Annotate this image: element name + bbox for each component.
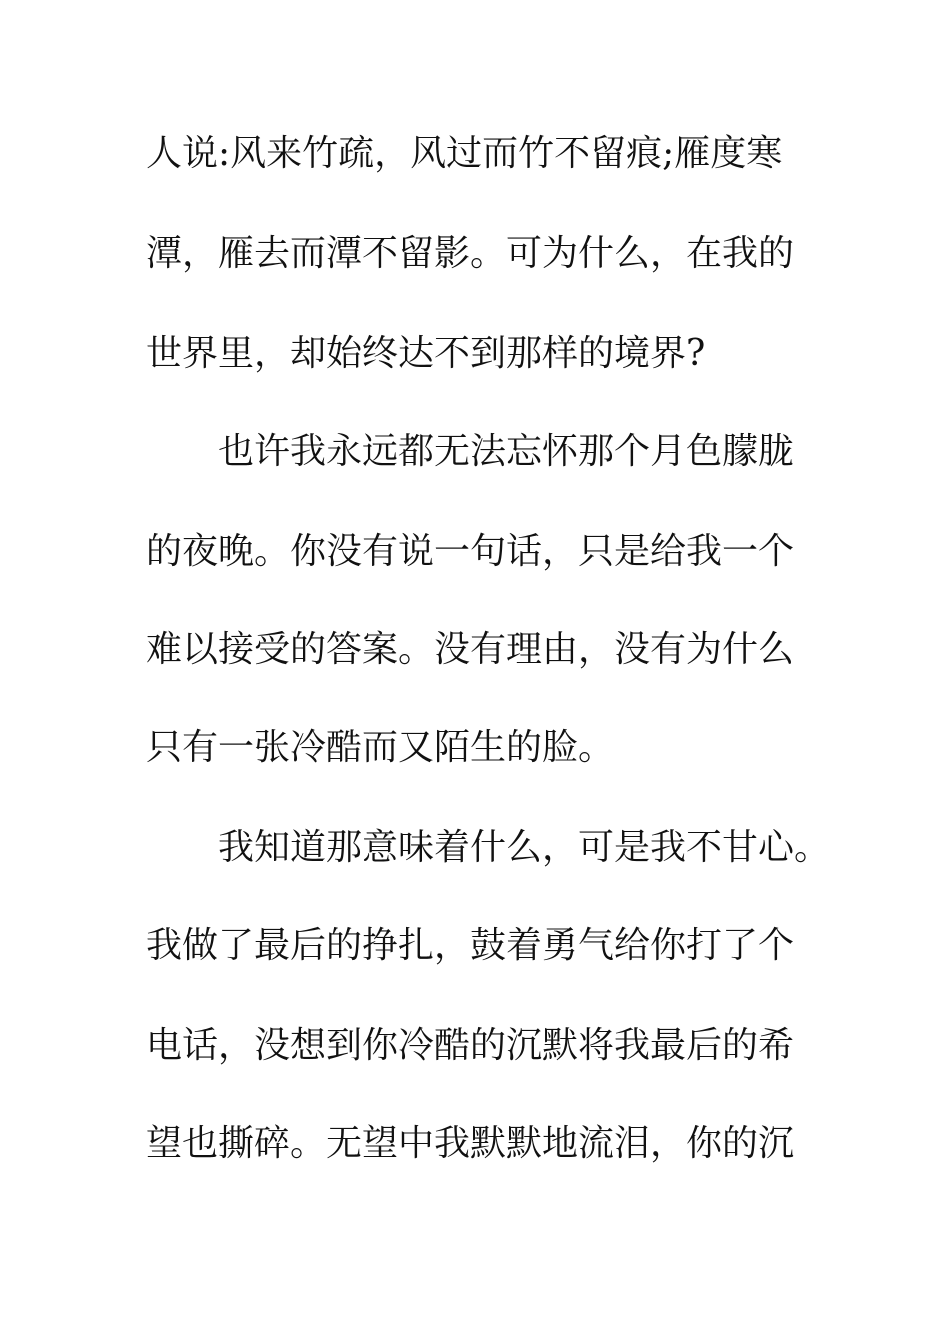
text-line-9: 我做了最后的挣扎，鼓着勇气给你打了个 [146,925,795,966]
text-line-5: 的夜晚。你没有说一句话，只是给我一个 [146,531,795,572]
text-line-4: 也许我永远都无法忘怀那个月色朦胧 [218,431,795,472]
text-line-11: 望也撕碎。无望中我默默地流泪，你的沉 [146,1123,795,1164]
text-line-1: 人说:风来竹疏，风过而竹不留痕;雁度寒 [146,133,783,174]
text-line-6: 难以接受的答案。没有理由，没有为什么 [146,629,795,670]
text-line-3: 世界里，却始终达不到那样的境界? [146,333,706,374]
text-line-7: 只有一张冷酷而又陌生的脸。 [146,727,615,768]
text-line-10: 电话，没想到你冷酷的沉默将我最后的希 [146,1025,795,1066]
text-line-2: 潭，雁去而潭不留影。可为什么，在我的 [146,233,795,274]
text-line-8: 我知道那意味着什么，可是我不甘心。 [218,827,831,868]
